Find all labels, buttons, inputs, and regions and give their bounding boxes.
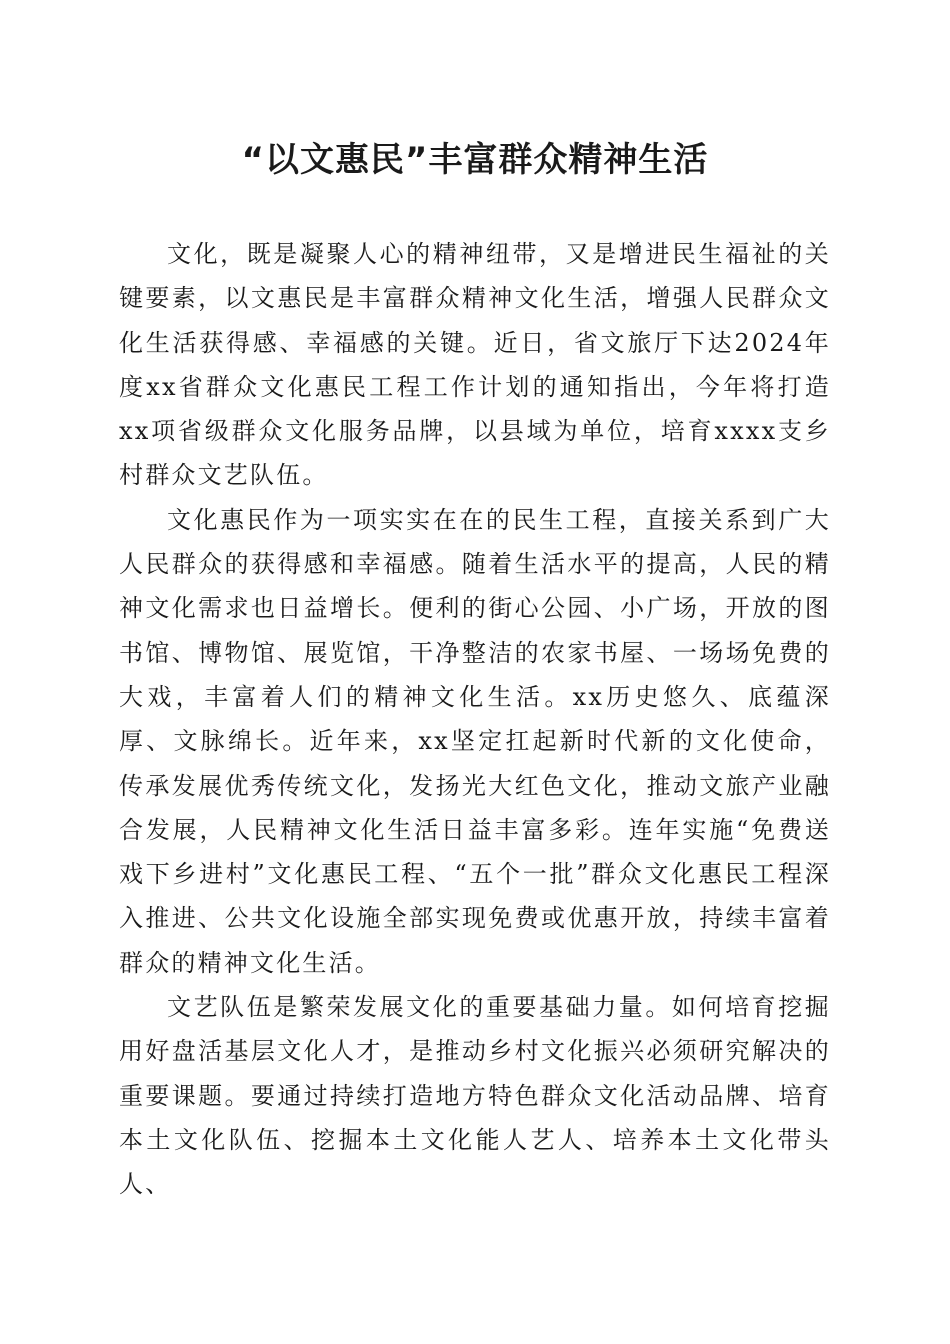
document-body — [119, 232, 831, 1207]
paragraph-2: 文化惠民作为一项实实在在的民生工程，直接关系到广大人民群众的获得感和幸福感。随着生活水平的提高，人民的精神文化需求也日益增长。便利的街心公园、小广场，开放的图书馆、博物馆、展览馆，干净整洁的农家书屋、一场场免费的大戏，丰富着人们的精神文化生活。xx历史悠久、底蕴深厚、文脉绵长。近年来，xx坚定扛起新时代新的文化使命，传承发展优秀传统文化，发扬光大红色文化，推动文旅产业融合发展，人民精神文化生活日益丰富多彩。连年实施“免费送戏下乡进村”文化惠民工程、“五个一批”群众文化惠民工程深入推进、公共文化设施全部实现免费或优惠开放，持续丰富着群众的精神文化生活。 — [119, 505, 831, 977]
paragraph-1: 文化，既是凝聚人心的精神纽带，又是增进民生福祉的关键要素，以文惠民是丰富群众精神文化生活，增强人民群众文化生活获得感、幸福感的关键。近日，省文旅厅下达2024年度xx省群众文化惠民工程工作计划的通知指出，今年将打造xx项省级群众文化服务品牌，以县域为单位，培育xxxx支乡村群众文艺队伍。 — [119, 240, 831, 490]
document-title: “以文惠民”丰富群众精神生活 — [241, 140, 709, 180]
paragraph-3: 文艺队伍是繁荣发展文化的重要基础力量。如何培育挖掘用好盘活基层文化人才，是推动乡村文化振兴必须研究解决的重要课题。要通过持续打造地方特色群众文化活动品牌、培育本土文化队伍、挖掘本土文化能人艺人、培养本土文化带头人、 — [119, 993, 831, 1199]
